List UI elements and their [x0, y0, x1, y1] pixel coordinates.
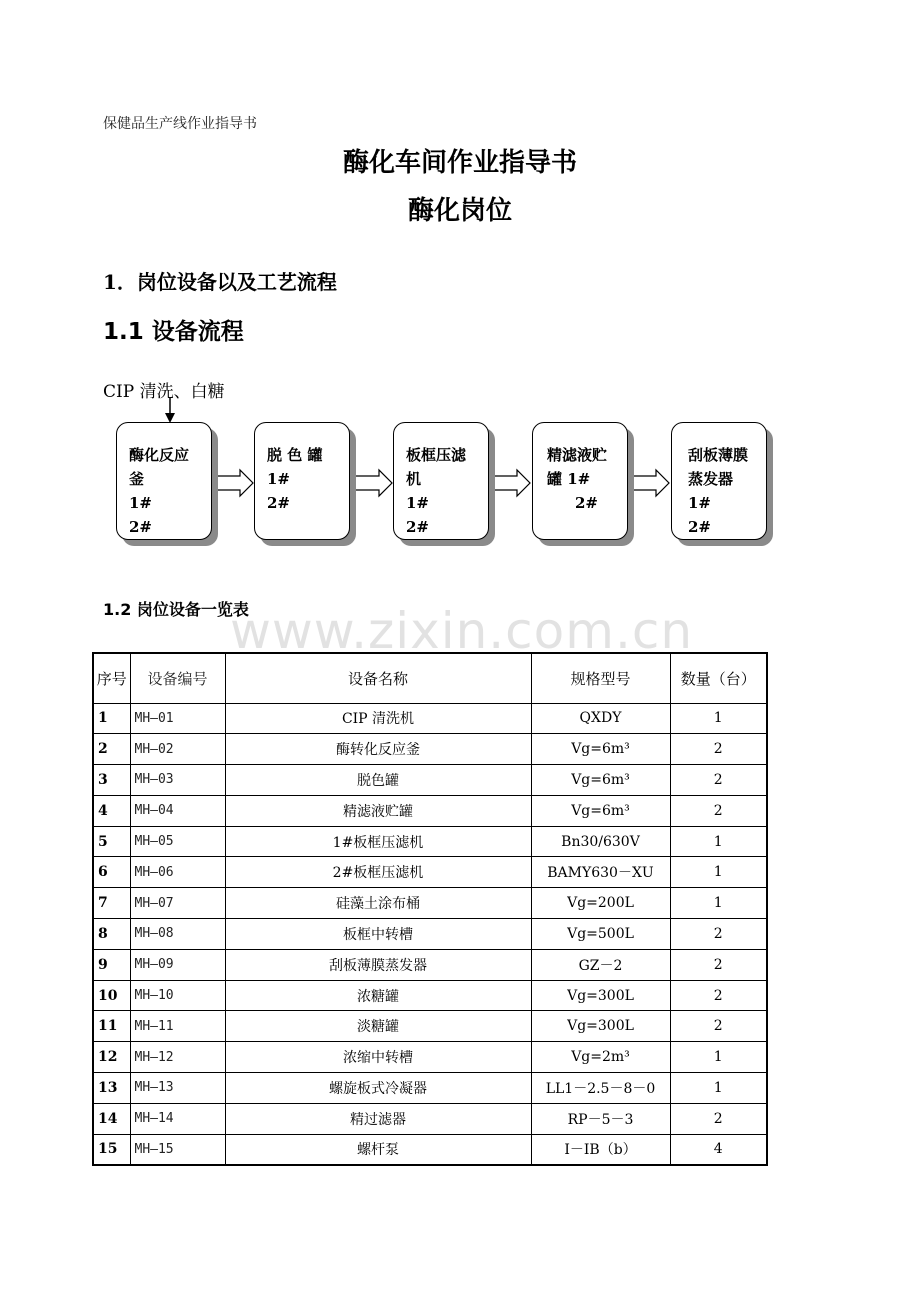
spec-model: QXDY [531, 703, 670, 734]
table-row [93, 1134, 767, 1165]
table-row [93, 1011, 767, 1042]
row-index: 10 [93, 980, 130, 1011]
process-arrow-1 [214, 470, 253, 496]
equipment-name: 板框中转槽 [225, 919, 531, 950]
table-row [93, 734, 767, 765]
header-code: 设备编号 [130, 653, 225, 703]
row-index: 7 [93, 888, 130, 919]
equipment-code: MH—06 [130, 857, 225, 888]
quantity: 1 [670, 703, 767, 734]
spec-model: RP－5－3 [531, 1103, 670, 1134]
quantity: 2 [670, 765, 767, 796]
process-arrow-2 [352, 470, 392, 496]
flow-input-label: CIP 清洗、白糖 [103, 382, 225, 402]
equipment-name: 螺杆泵 [225, 1134, 531, 1165]
quantity: 2 [670, 734, 767, 765]
row-index: 5 [93, 826, 130, 857]
quantity: 1 [670, 888, 767, 919]
unit-number: 1# [129, 494, 153, 512]
section-heading-1-2: 1.2 岗位设备一览表 [103, 600, 249, 619]
flow-box-label: 精滤液贮罐 1# [547, 446, 608, 488]
row-index: 14 [93, 1103, 130, 1134]
equipment-code: MH—09 [130, 949, 225, 980]
flow-box-filter-press [393, 422, 489, 540]
row-index: 8 [93, 919, 130, 950]
flow-box-label: 酶化反应釜 [129, 446, 190, 488]
equipment-table [92, 652, 768, 1166]
spec-model: Vg=200L [531, 888, 670, 919]
spec-model: Vg=300L [531, 980, 670, 1011]
equipment-name: 刮板薄膜蒸发器 [225, 949, 531, 980]
watermark: www.zixin.com.cn [230, 602, 694, 660]
process-arrow-3 [491, 470, 530, 496]
equipment-name: 酶转化反应釜 [225, 734, 531, 765]
equipment-code: MH—07 [130, 888, 225, 919]
quantity: 2 [670, 919, 767, 950]
unit-number: 1# [688, 494, 712, 512]
equipment-code: MH—03 [130, 765, 225, 796]
spec-model: Bn30/630V [531, 826, 670, 857]
table-row [93, 795, 767, 826]
table-row [93, 919, 767, 950]
quantity: 1 [670, 1073, 767, 1104]
row-index: 2 [93, 734, 130, 765]
quantity: 4 [670, 1134, 767, 1165]
equipment-code: MH—10 [130, 980, 225, 1011]
header-index: 序号 [93, 653, 130, 703]
unit-number: 2# [129, 518, 153, 536]
flow-box-label: 板框压滤机 [406, 446, 467, 488]
quantity: 2 [670, 949, 767, 980]
row-index: 4 [93, 795, 130, 826]
table-row [93, 1103, 767, 1134]
equipment-code: MH—11 [130, 1011, 225, 1042]
table-row [93, 765, 767, 796]
table-row [93, 1042, 767, 1073]
unit-number: 2# [406, 518, 430, 536]
process-arrow-4 [630, 470, 669, 496]
flow-box-filtrate-tank [532, 422, 628, 540]
unit-number: 1# [406, 494, 430, 512]
equipment-name: 浓缩中转槽 [225, 1042, 531, 1073]
section-heading-1-1: 1.1 设备流程 [103, 319, 244, 345]
equipment-code: MH—12 [130, 1042, 225, 1073]
spec-model: Vg=500L [531, 919, 670, 950]
spec-model: BAMY630－XU [531, 857, 670, 888]
table-row [93, 888, 767, 919]
quantity: 2 [670, 980, 767, 1011]
equipment-name: 螺旋板式冷凝器 [225, 1073, 531, 1104]
row-index: 12 [93, 1042, 130, 1073]
quantity: 1 [670, 857, 767, 888]
row-index: 6 [93, 857, 130, 888]
table-row [93, 949, 767, 980]
header-spec: 规格型号 [531, 653, 670, 703]
page-title: 酶化车间作业指导书 [342, 148, 577, 178]
spec-model: Vg=300L [531, 1011, 670, 1042]
quantity: 1 [670, 826, 767, 857]
equipment-code: MH—02 [130, 734, 225, 765]
unit-number: 2# [688, 518, 712, 536]
row-index: 3 [93, 765, 130, 796]
row-index: 1 [93, 703, 130, 734]
equipment-code: MH—13 [130, 1073, 225, 1104]
row-index: 9 [93, 949, 130, 980]
equipment-name: 2#板框压滤机 [225, 857, 531, 888]
quantity: 2 [670, 1011, 767, 1042]
table-row [93, 980, 767, 1011]
equipment-name: 脱色罐 [225, 765, 531, 796]
equipment-name: 淡糖罐 [225, 1011, 531, 1042]
quantity: 2 [670, 1103, 767, 1134]
table-row [93, 826, 767, 857]
table-row [93, 1073, 767, 1104]
equipment-name: CIP 清洗机 [225, 703, 531, 734]
row-index: 11 [93, 1011, 130, 1042]
section-heading-1: 1．岗位设备以及工艺流程 [103, 270, 337, 294]
quantity: 1 [670, 1042, 767, 1073]
flow-box-label: 刮板薄膜蒸发器 [688, 446, 749, 488]
equipment-name: 精过滤器 [225, 1103, 531, 1134]
unit-number: 2# [575, 494, 599, 512]
equipment-name: 浓糖罐 [225, 980, 531, 1011]
unit-number: 2# [267, 494, 291, 512]
spec-model: LL1－2.5－8－0 [531, 1073, 670, 1104]
spec-model: Vg=6m³ [531, 734, 670, 765]
equipment-code: MH—05 [130, 826, 225, 857]
unit-number: 1# [267, 470, 291, 488]
spec-model: Vg=6m³ [531, 765, 670, 796]
flow-box-reactor [116, 422, 212, 540]
spec-model: I－IB（b） [531, 1134, 670, 1165]
flow-box-decolor-tank [254, 422, 350, 540]
page-subtitle: 酶化岗位 [407, 196, 512, 226]
equipment-name: 1#板框压滤机 [225, 826, 531, 857]
equipment-code: MH—08 [130, 919, 225, 950]
header-name: 设备名称 [225, 653, 531, 703]
table-row [93, 857, 767, 888]
equipment-code: MH—15 [130, 1134, 225, 1165]
spec-model: GZ－2 [531, 949, 670, 980]
spec-model: Vg=2m³ [531, 1042, 670, 1073]
equipment-code: MH—14 [130, 1103, 225, 1134]
quantity: 2 [670, 795, 767, 826]
table-header-row [93, 653, 767, 703]
equipment-name: 硅藻土涂布桶 [225, 888, 531, 919]
table-row [93, 703, 767, 734]
row-index: 13 [93, 1073, 130, 1104]
flow-box-label: 脱 色 罐 [267, 446, 323, 464]
spec-model: Vg=6m³ [531, 795, 670, 826]
equipment-code: MH—04 [130, 795, 225, 826]
equipment-code: MH—01 [130, 703, 225, 734]
header-qty: 数量（台） [670, 653, 767, 703]
flow-box-evaporator [671, 422, 767, 540]
row-index: 15 [93, 1134, 130, 1165]
document-header: 保健品生产线作业指导书 [103, 116, 257, 132]
equipment-name: 精滤液贮罐 [225, 795, 531, 826]
